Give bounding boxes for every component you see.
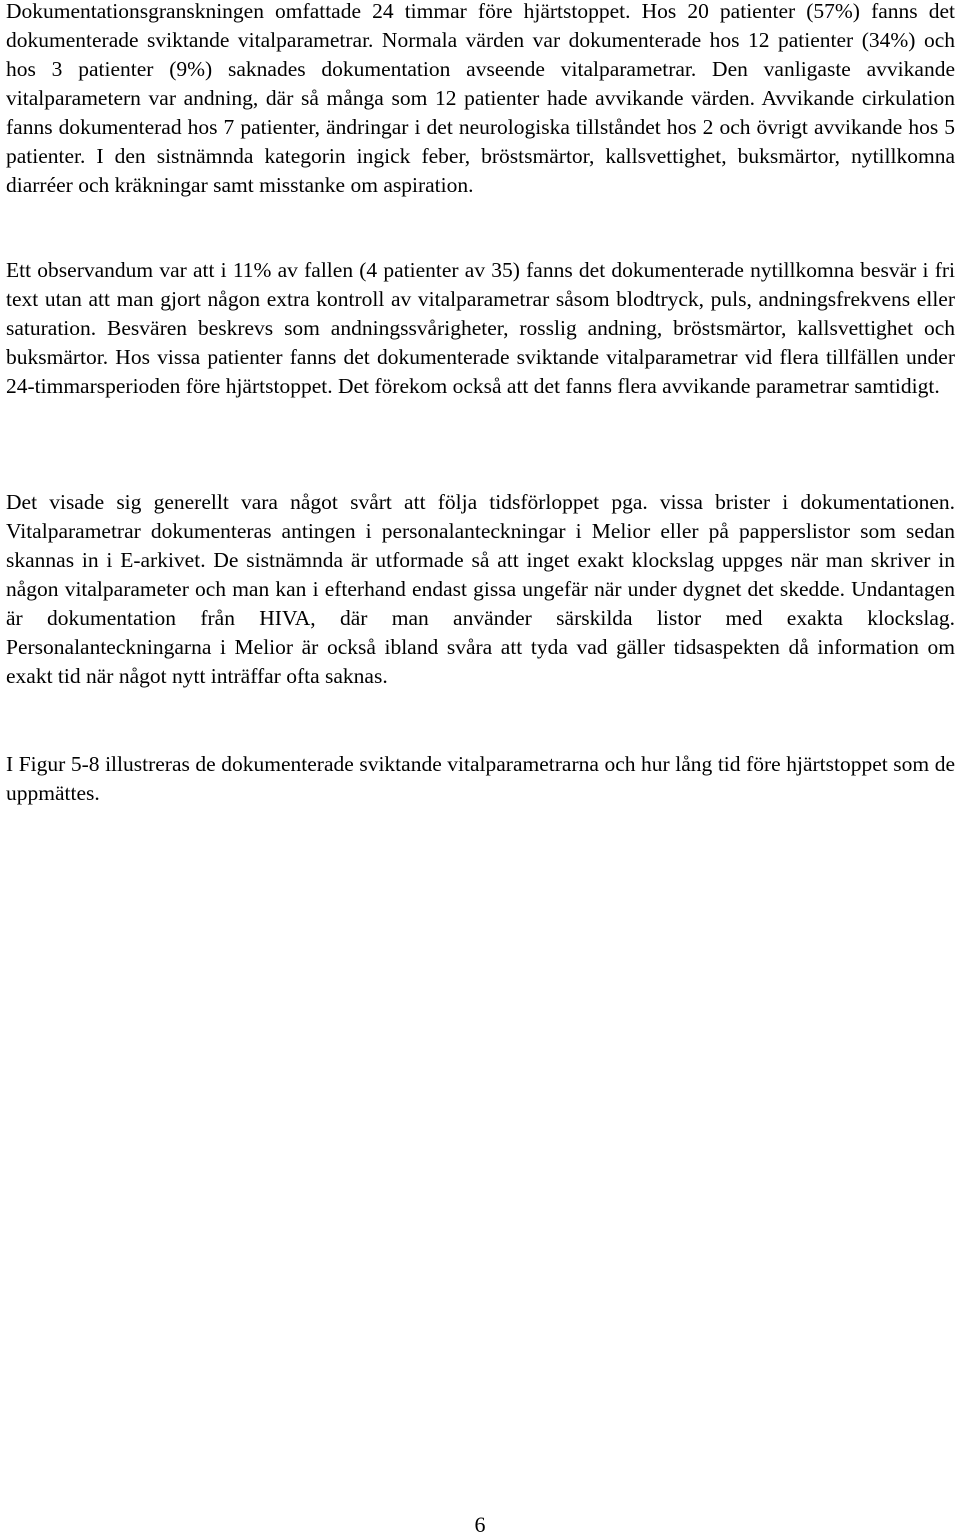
paragraph-observation-note: Ett observandum var att i 11% av fallen (4 patienter av 35) fanns det dokumenterade nytillkomna besvär i fri text utan att man gjort någon extra kontroll av vitalparametrar såsom blodtryck, puls, andningsfrekvens eller saturation. Besvären beskrevs som andningssvårigheter, rosslig andning, bröstsmärtor, kallsvettighet och buksmärtor. Hos vissa patienter fanns det dokumenterade sviktande vitalparametrar vid flera tillfällen under 24-timmarsperioden före hjärtstoppet. Det förekom också att det fanns flera avvikande parametrar samtidigt.	[6, 258, 955, 398]
paragraph-vital-parameters-summary: Dokumentationsgranskningen omfattade 24 timmar före hjärtstoppet. Hos 20 patienter (57%) fanns det dokumenterade sviktande vitalparametrar. Normala värden var dokumenterade hos 12 patienter (34%) och hos 3 patienter (9%) saknades dokumentation avseende vitalparametrar. Den vanligaste avvikande vitalparametern var andning, där så många som 12 patienter hade avvikande värden. Avvikande cirkulation fanns dokumenterad hos 7 patienter, ändringar i det neurologiska tillståndet hos 2 och övrigt avvikande hos 5 patienter. I den sistnämnda kategorin ingick feber, bröstsmärtor, kallsvettighet, buksmärtor, nytillkomna diarréer och kräkningar samt misstanke om aspiration.	[6, 0, 955, 197]
page-number: 6	[474, 1512, 486, 1537]
paragraph-figure-reference: I Figur 5-8 illustreras de dokumenterade sviktande vitalparametrarna och hur lång tid före hjärtstoppet som de uppmättes.	[6, 752, 955, 805]
paragraph-documentation-issues: Det visade sig generellt vara något svårt att följa tidsförloppet pga. vissa brister i dokumentationen. Vitalparametrar dokumenteras antingen i personalanteckningar i Melior eller på papperslistor som sedan skannas in i E-arkivet. De sistnämnda är utformade så att inget exakt klockslag uppges när man skriver in någon vitalparameter och man kan i efterhand endast gissa ungefär när under dygnet det skedde. Undantagen är dokumentation från HIVA, där man använder särskilda listor med exakta klockslag. Personalanteckningarna i Melior är också ibland svåra att tyda vad gäller tidsaspekten då information om exakt tid när något nytt inträffar ofta saknas.	[6, 490, 955, 688]
